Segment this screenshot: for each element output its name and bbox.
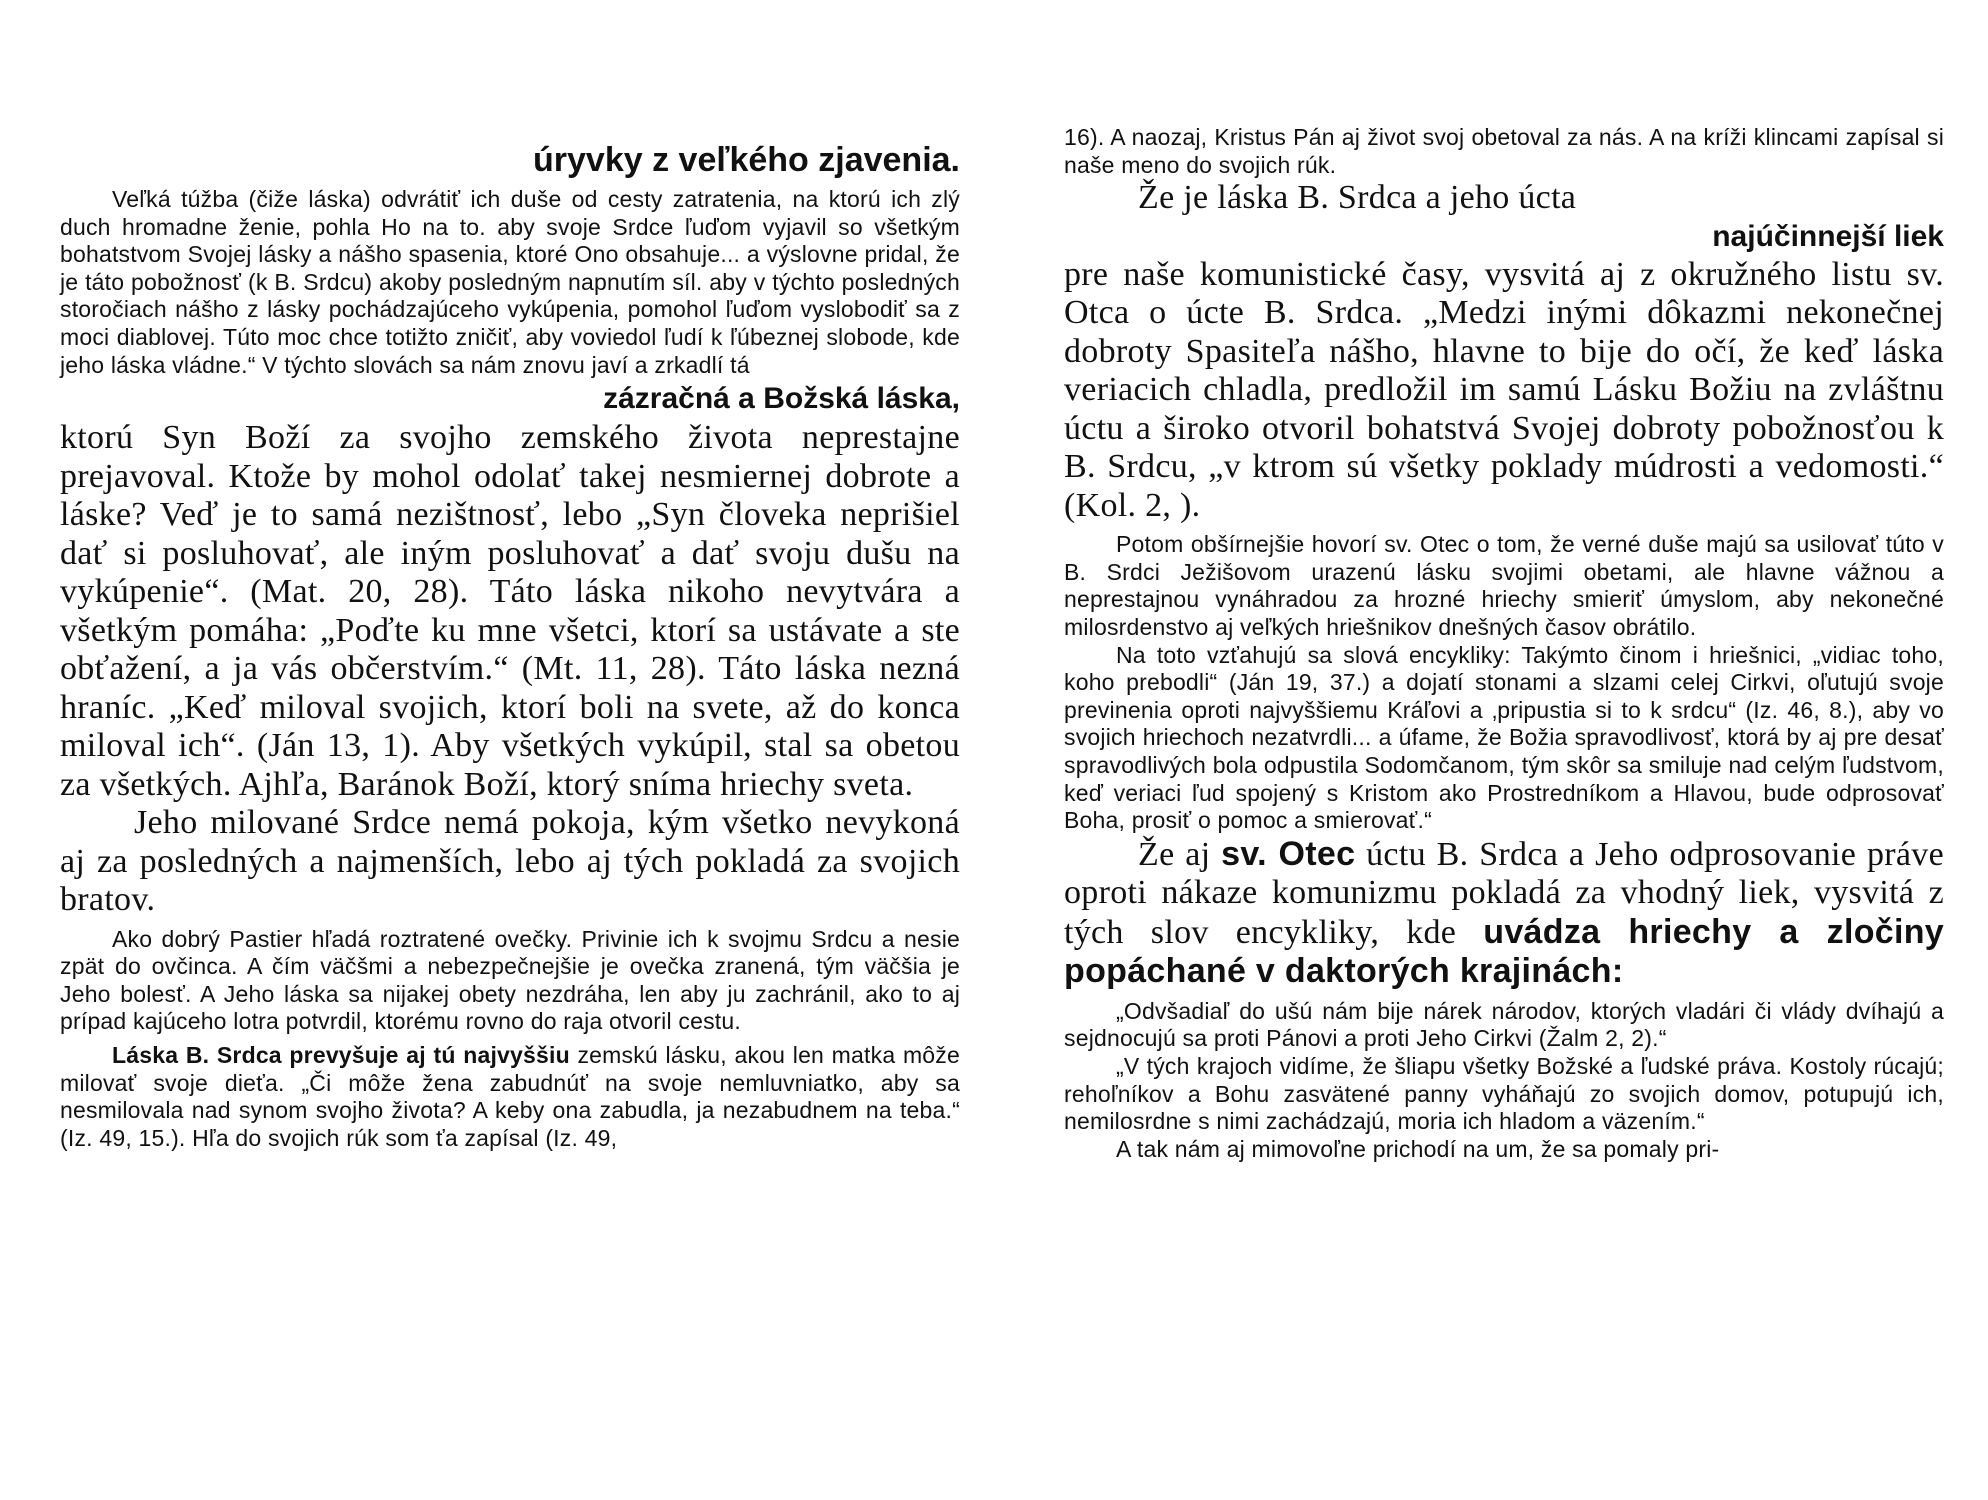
left-paragraph-5: [60, 1042, 960, 1152]
right-quote-1: „Odvšadiaľ do ušú nám bije nárek národov, ktorých vladári či vlády dvíhajú a sejdnocujú sa proti Pánovi a proti Jeho Cirkvi (Žalm 2, 2).“: [1064, 997, 1944, 1052]
right-heading: najúčinnejší liek: [1712, 219, 1944, 253]
right-page: [1064, 0, 1944, 1500]
left-paragraph-2: ktorú Syn Boží za svojho zemského života neprestajne prejavoval. Ktože by mohol odolať takej nesmiernej dobrote a láske? Veď je to samá nezištnosť, lebo „Syn človeka neprišiel dať si posluhovať, ale iným posluhovať a dať svoju dušu na vykúpenie“. (Mat. 20, 28). Táto láska nikoho nevytvára a všetkým pomáha: „Poďte ku mne všetci, ktorí sa ustávate a ste obťažení, a ja vás občerstvím.“ (Mt. 11, 28). Táto láska nezná hraníc. „Keď miloval svojich, ktorí boli na svete, až do konca miloval ich“. (Ján 13, 1). Aby všetkých vykúpil, stal sa obetou za všetkých. Ajhľa, Baránok Boží, ktorý sníma hriechy sveta.: [60, 419, 960, 803]
right-paragraph-2: Že je láska B. Srdca a jeho úcta: [1138, 179, 1577, 217]
right-paragraph-6-text-a: Že aj: [1138, 835, 1222, 873]
right-paragraph-6-bold-a: sv. Otec: [1221, 834, 1356, 873]
left-paragraph-3: Jeho milované Srdce nemá pokoja, kým všetko nevykoná aj za posledných a najmenších, lebo aj tých pokladá za svojich bratov.: [60, 804, 960, 919]
right-paragraph-7: A tak nám aj mimovoľne prichodí na um, že sa pomaly pri-: [1116, 1135, 1720, 1162]
right-paragraph-1: 16). A naozaj, Kristus Pán aj život svoj obetoval za nás. A na kríži klincami zapísal si naše meno do svojich rúk.: [1064, 124, 1944, 178]
left-subheading: zázračná a Božská láska,: [603, 382, 960, 416]
right-paragraph-3: pre naše komunistické časy, vysvitá aj z okružného listu sv. Otca o úcte B. Srdca. „Medzi inými dôkazmi nekonečnej dobroty Spasiteľa nášho, hlavne to bije do očí, že keď láska veriacich chladla, predložil im samú Lásku Božiu na zvláštnu úctu a široko otvoril bohatstvá Svojej dobroty pobožnosťou k B. Srdcu, „v ktrom sú všetky poklady múdrosti a vedomosti.“ (Kol. 2, ).: [1064, 255, 1944, 524]
left-page: [60, 0, 960, 1500]
right-paragraph-6-text-b: úctu B. Srdca a Jeho odprosovanie práve oproti nákaze komunizmu pokladá za vhodný liek, vysvitá z tých slov encykliky, kde: [1064, 835, 1944, 951]
right-paragraph-6-bold-b: uvádza hriechy a zločiny popáchané v daktorých krajinách:: [1064, 912, 1945, 991]
right-paragraph-4: Potom obšírnejšie hovorí sv. Otec o tom, že verné duše majú sa usilovať túto v B. Srdci Ježišovom urazenú lásku svojimi obetami, ale hlavne vážnou a neprestajnou vynáhradou za hrozné hriechy smieriť úmyslom, aby nekonečné milosrdenstvo aj veľkých hriešnikov dnešných časov obrátilo.: [1064, 531, 1944, 640]
right-paragraph-6: [1064, 835, 1944, 992]
left-paragraph-1: Veľká túžba (čiže láska) odvrátiť ich duše od cesty zatratenia, na ktorú ich zlý duch hromadne ženie, pohla Ho na to. aby svoje Srdce ľuďom vyjavil so všetkým bohatstvom Svojej lásky a nášho spasenia, ktoré Ono obsahuje... a výslovne pridal, že je táto pobožnosť (k B. Srdcu) akoby posledným napnutím síl. aby v týchto posledných storočiach nášho z lásky pochádzajúceho vykúpenia, pomohol ľuďom vyslobodiť sa z moci diablovej. Túto moc chce totižto zničiť, aby voviedol ľudí k ľúbeznej slobode, kde jeho láska vládne.“ V týchto slovách sa nám znovu javí a zrkadlí tá: [60, 186, 960, 378]
left-paragraph-5-text: zemskú lásku, akou len matka môže milovať svoje dieťa. „Či môže žena zabudnúť na svoje nemluvniatko, aby sa nesmilovala nad synom svojho života? A keby ona zabudla, ja nezabudnem na teba.“ (Iz. 49, 15.). Hľa do svojich rúk som ťa zapísal (Iz. 49,: [60, 1042, 960, 1151]
left-paragraph-4: Ako dobrý Pastier hľadá roztratené ovečky. Privinie ich k svojmu Srdcu a nesie zpät do ovčinca. A čím väčšmi a nebezpečnejšie je ovečka zranená, tým väčšia je Jeho bolesť. A Jeho láska sa nijakej obety nezdráha, len aby ju zachránil, ako to aj prípad kajúceho lotra potvrdil, ktorému rovno do raja otvoril cestu.: [60, 925, 960, 1035]
right-quote-2: „V tých krajoch vidíme, že šliapu všetky Božské a ľudské práva. Kostoly rúcajú; rehoľníkov a Bohu zasvätené panny vyháňajú zo svojich domov, potupujú ich, nemilosrdne s nimi zachádzajú, moria ich hladom a väzením.“: [1064, 1052, 1944, 1135]
left-paragraph-5-bold: Láska B. Srdca prevyšuje aj tú najvyššiu: [112, 1042, 570, 1069]
right-paragraph-5: Na toto vzťahujú sa slová encykliky: Takýmto činom i hriešnici, „vidiac toho, koho prebodli“ (Ján 19, 37.) a dojatí stonami a slzami celej Cirkvi, oľutujú svoje previnenia oproti najvyššiemu Kráľovi a ‚pripustia si to k srdcu“ (Iz. 46, 8.), aby vo svojich hriechoch nezatvrdli... a úfame, že Božia spravodlivosť, ktorá by aj pre desať spravodlivých bola odpustila Sodomčanom, tým skôr sa smiluje nad celým ľudstvom, keď veriaci ľud spojený s Kristom ako Prostredníkom a Hlavou, bude odprosovať Boha, prosiť o pomoc a smierovať.“: [1064, 641, 1944, 834]
left-heading: úryvky z veľkého zjavenia.: [533, 141, 960, 179]
